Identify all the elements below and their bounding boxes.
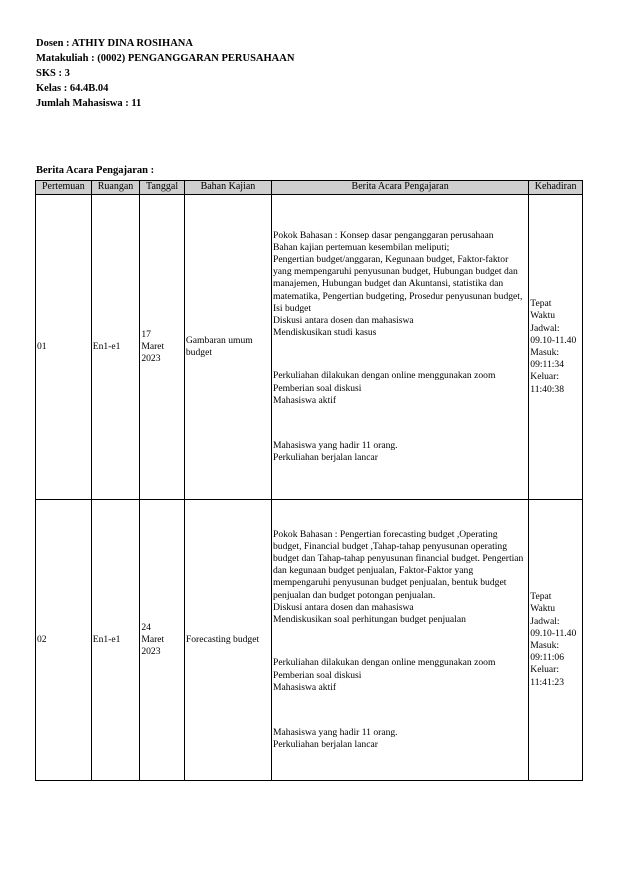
kehadiran-line: Waktu (530, 310, 556, 322)
col-header-bahan-kajian: Bahan Kajian (184, 181, 271, 195)
table-row (36, 500, 583, 781)
tanggal-month: Maret (141, 633, 165, 645)
berita-line: Pemberian soal diskusi (272, 669, 362, 681)
berita-line: Perkuliahan dilakukan dengan online menggunakan zoom (272, 370, 496, 382)
berita-line: Mendiskusikan studi kasus (272, 327, 377, 339)
tanggal-day: 24 (141, 621, 151, 633)
spacer (273, 626, 527, 657)
kehadiran-line: Jadwal: (530, 322, 560, 334)
kehadiran-line: Keluar: (530, 664, 560, 676)
berita-line: Perkuliahan berjalan lancar (272, 452, 378, 464)
kehadiran-line: 11:40:38 (530, 383, 565, 395)
kehadiran-line: Masuk: (530, 347, 560, 358)
jumlah-mahasiswa-line: Jumlah Mahasiswa : 11 (36, 98, 142, 109)
berita-line: Mahasiswa aktif (272, 681, 337, 693)
kehadiran-line: 09:11:06 (530, 652, 565, 664)
kehadiran-cell (529, 500, 583, 781)
berita-line: Mahasiswa yang hadir 11 orang. (272, 440, 398, 452)
kehadiran-line: Keluar: (530, 371, 560, 383)
kehadiran-line: Masuk: (530, 640, 560, 651)
berita-line: Diskusi antara dosen dan mahasiswa (272, 601, 414, 613)
kehadiran-line: Jadwal: (530, 615, 560, 627)
berita-acara-cell (271, 195, 528, 500)
tanggal-cell (140, 500, 185, 781)
ruangan-cell: En1-e1 (91, 195, 140, 500)
berita-line: Bahan kajian pertemuan kesembilan meliputi; (272, 241, 450, 253)
col-header-ruangan: Ruangan (91, 181, 140, 195)
tanggal-year: 2023 (141, 646, 161, 658)
spacer (273, 407, 527, 440)
tanggal-year: 2023 (141, 353, 161, 365)
kehadiran-line: Tepat (530, 591, 552, 603)
berita-line: Pengertian budget/anggaran, Kegunaan budget, Faktor-faktor yang mempengaruhi penyusunan budget, Hubungan budget dan manajemen, Hubungan budget dan Akuntansi, statistika dan matematika, Pengertian budgeting, Prosedur penyusunan budget, Isi budget (272, 253, 523, 314)
kehadiran-line: Waktu (530, 603, 556, 615)
tanggal-month: Maret (141, 340, 165, 352)
kehadiran-cell (529, 195, 583, 500)
ruangan-cell: En1-e1 (91, 500, 140, 781)
bahan-kajian-cell: Gambaran umum budget (184, 195, 271, 500)
berita-line: Mahasiswa aktif (272, 394, 337, 406)
table-row (36, 195, 583, 500)
berita-line: Pokok Bahasan : Konsep dasar penganggaran perusahaan (272, 229, 494, 241)
berita-line: Perkuliahan dilakukan dengan online menggunakan zoom (272, 657, 496, 669)
col-header-berita-acara: Berita Acara Pengajaran (271, 181, 528, 195)
sks-line: SKS : 3 (36, 68, 70, 79)
bahan-kajian-cell: Forecasting budget (184, 500, 271, 781)
kehadiran-line: 11:41:23 (530, 676, 565, 688)
kelas-line: Kelas : 64.4B.04 (36, 83, 109, 94)
berita-acara-table (35, 180, 583, 781)
dosen-line: Dosen : ATHIY DINA ROSIHANA (36, 38, 193, 49)
berita-line: Mendiskusikan soal perhitungan budget penjualan (272, 614, 466, 626)
document-header (36, 36, 294, 111)
berita-acara-cell (271, 500, 528, 781)
spacer (273, 694, 527, 727)
berita-line: Perkuliahan berjalan lancar (272, 739, 378, 751)
col-header-tanggal: Tanggal (140, 181, 185, 195)
table-header-row (36, 181, 583, 195)
kehadiran-line: Tepat (530, 298, 552, 310)
section-title: Berita Acara Pengajaran : (36, 165, 155, 176)
berita-line: Pemberian soal diskusi (272, 382, 362, 394)
col-header-pertemuan: Pertemuan (36, 181, 92, 195)
col-header-kehadiran: Kehadiran (529, 181, 583, 195)
kehadiran-line: 09:11:34 (530, 359, 565, 371)
tanggal-cell (140, 195, 185, 500)
berita-line: Diskusi antara dosen dan mahasiswa (272, 315, 414, 326)
spacer (273, 339, 527, 370)
berita-line: Mahasiswa yang hadir 11 orang. (272, 726, 398, 738)
kehadiran-line: 09.10-11.40 (530, 334, 577, 346)
tanggal-day: 17 (141, 328, 151, 340)
pertemuan-cell: 02 (36, 500, 92, 781)
matakuliah-line: Matakuliah : (0002) PENGANGGARAN PERUSAHAAN (36, 53, 295, 64)
kehadiran-line: 09.10-11.40 (530, 627, 577, 639)
berita-line: Pokok Bahasan : Pengertian forecasting budget ,Operating budget, Financial budget ,Tahap-tahap penyusunan operating budget dan Tahap-tahap penyusunan financial budget. Pengertian dan kegunaan budget penjualan, Faktor-Faktor yang mempengaruhi penyusunan budget penjualan, bentuk budget penjualan dan budget potongan penjualan. (272, 528, 524, 601)
pertemuan-cell: 01 (36, 195, 92, 500)
